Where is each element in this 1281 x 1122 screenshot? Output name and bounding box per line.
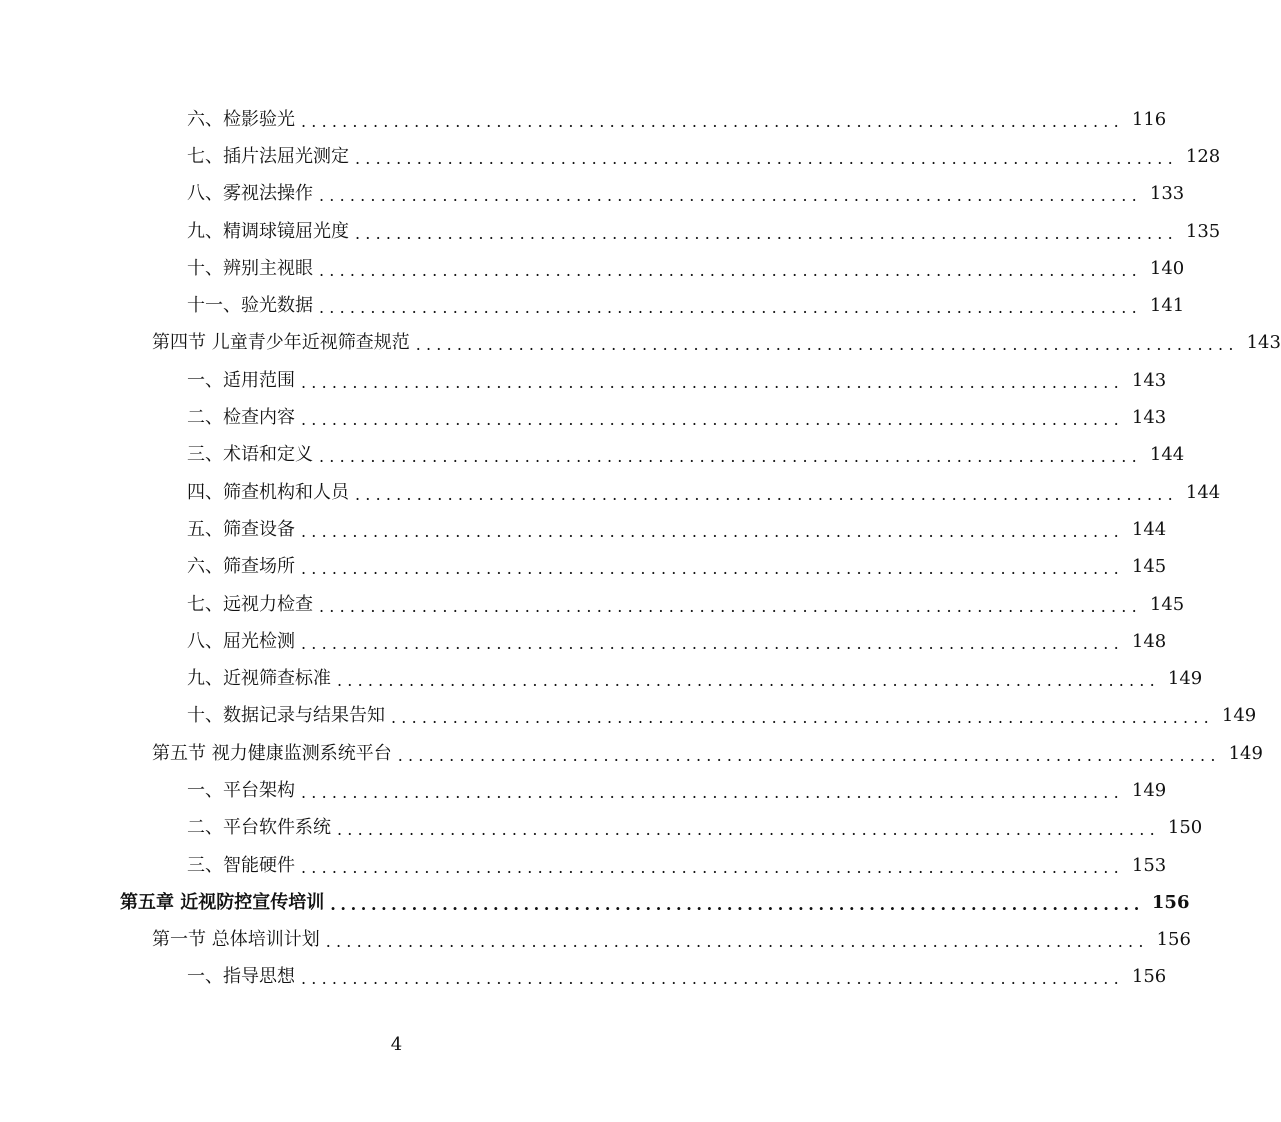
toc-dot-leader: ................................................................................ (301, 782, 1124, 802)
toc-entry-page: 156 (1131, 966, 1167, 988)
toc-entry-title: 第四节 儿童青少年近视筛查规范 (152, 332, 410, 354)
toc-entry-page: 149 (1167, 668, 1203, 690)
toc-entry-title: 十、辨别主视眼 (187, 257, 313, 279)
toc-entry-item[interactable] (0, 959, 1167, 996)
toc-entry-item[interactable] (0, 287, 1185, 324)
toc-entry-page: 144 (1131, 518, 1167, 540)
toc-entry-page: 149 (1131, 779, 1167, 801)
toc-entry-page: 153 (1131, 854, 1167, 876)
toc-entry-item[interactable] (0, 399, 1167, 436)
toc-entry-title: 九、近视筛查标准 (187, 668, 331, 690)
toc-entry-page: 144 (1185, 481, 1221, 503)
toc-dot-leader: ................................................................................ (319, 447, 1142, 467)
toc-entry-page: 143 (1131, 369, 1167, 391)
toc-entry-page: 135 (1185, 220, 1221, 242)
toc-entry-title: 九、精调球镜屈光度 (187, 220, 349, 242)
toc-dot-leader: ................................................................................ (319, 260, 1142, 280)
toc-entry-title: 十一、验光数据 (187, 295, 313, 317)
toc-entry-title: 五、筛查设备 (187, 518, 295, 540)
toc-entry-item[interactable] (0, 810, 1203, 847)
toc-entry-page: 156 (1156, 929, 1191, 951)
toc-entry-page: 128 (1185, 145, 1221, 167)
toc-entry-title: 第一节 总体培训计划 (152, 929, 320, 951)
toc-dot-leader: ................................................................................ (337, 671, 1160, 691)
toc-entry-title: 第五章 近视防控宣传培训 (120, 891, 325, 913)
toc-dot-leader: ................................................................................ (355, 484, 1178, 504)
toc-dot-leader: ................................................................................ (301, 410, 1124, 430)
toc-entry-page: 150 (1167, 817, 1203, 839)
toc-entry-item[interactable] (0, 138, 1221, 175)
toc-dot-leader: ................................................................................ (415, 335, 1239, 355)
toc-entry-page: 144 (1149, 444, 1185, 466)
toc-dot-leader: ................................................................................ (301, 559, 1124, 579)
toc-entry-item[interactable] (0, 698, 1257, 735)
toc-entry-page: 133 (1149, 183, 1185, 205)
toc-entry-page: 145 (1131, 556, 1167, 578)
toc-dot-leader: ................................................................................ (319, 186, 1142, 206)
toc-entry-item[interactable] (0, 623, 1167, 660)
toc-dot-leader: ................................................................................ (397, 745, 1221, 765)
toc-entry-item[interactable] (0, 101, 1167, 138)
toc-dot-leader: ................................................................................ (355, 148, 1178, 168)
toc-dot-leader: ................................................................................ (301, 111, 1124, 131)
toc-dot-leader: ................................................................................ (319, 596, 1142, 616)
toc-entry-item[interactable] (0, 250, 1185, 287)
toc-entry-item[interactable] (0, 511, 1167, 548)
toc-entry-title: 一、平台架构 (187, 779, 295, 801)
toc-entry-title: 四、筛查机构和人员 (187, 481, 349, 503)
toc-dot-leader: ................................................................................ (330, 894, 1144, 914)
toc-entry-item[interactable] (0, 176, 1185, 213)
toc-entry-page: 145 (1149, 593, 1185, 615)
toc-dot-leader: ................................................................................ (301, 969, 1124, 989)
toc-entry-title: 三、术语和定义 (187, 444, 313, 466)
toc-entry-page: 141 (1149, 295, 1185, 317)
toc-entry-title: 七、远视力检查 (187, 593, 313, 615)
toc-entry-title: 第五节 视力健康监测系统平台 (152, 742, 392, 764)
toc-entry-title: 三、智能硬件 (187, 854, 295, 876)
toc-entry-title: 二、检查内容 (187, 407, 295, 429)
toc-entry-page: 140 (1149, 257, 1185, 279)
toc-entry-item[interactable] (0, 660, 1203, 697)
toc-entry-section[interactable] (0, 735, 1263, 772)
toc-entry-item[interactable] (0, 549, 1167, 586)
toc-entry-title: 八、屈光检测 (187, 630, 295, 652)
toc-entry-title: 六、筛查场所 (187, 556, 295, 578)
toc-dot-leader: ................................................................................ (355, 223, 1178, 243)
toc-entry-page: 143 (1131, 407, 1167, 429)
toc-entry-section[interactable] (0, 325, 1281, 362)
toc-entry-item[interactable] (0, 772, 1167, 809)
toc-entry-item[interactable] (0, 437, 1185, 474)
toc-dot-leader: ................................................................................ (325, 932, 1149, 952)
toc-entry-section[interactable] (0, 922, 1191, 959)
toc-entry-page: 148 (1131, 630, 1167, 652)
toc-dot-leader: ................................................................................ (391, 708, 1214, 728)
toc-entry-item[interactable] (0, 474, 1221, 511)
toc-entry-page: 143 (1246, 332, 1281, 354)
toc-entry-title: 七、插片法屈光测定 (187, 145, 349, 167)
toc-entry-page: 116 (1131, 108, 1167, 130)
toc-dot-leader: ................................................................................ (301, 633, 1124, 653)
toc-entry-title: 一、适用范围 (187, 369, 295, 391)
toc-entry-title: 六、检影验光 (187, 108, 295, 130)
toc-entry-page: 149 (1221, 705, 1257, 727)
toc-entry-title: 八、雾视法操作 (187, 183, 313, 205)
toc-entry-page: 156 (1151, 891, 1190, 913)
toc-dot-leader: ................................................................................ (301, 372, 1124, 392)
toc-entry-item[interactable] (0, 213, 1221, 250)
toc-entry-title: 一、指导思想 (187, 966, 295, 988)
toc-entry-item[interactable] (0, 362, 1167, 399)
toc-dot-leader: ................................................................................ (319, 298, 1142, 318)
toc-dot-leader: ................................................................................ (301, 521, 1124, 541)
toc-entry-chapter[interactable] (0, 884, 1190, 921)
toc-dot-leader: ................................................................................ (301, 857, 1124, 877)
toc-entry-page: 149 (1228, 742, 1263, 764)
toc-entry-item[interactable] (0, 586, 1185, 623)
toc-dot-leader: ................................................................................ (337, 820, 1160, 840)
page-number: 4 (390, 1034, 403, 1055)
table-of-contents (0, 101, 1281, 996)
toc-entry-item[interactable] (0, 847, 1167, 884)
toc-entry-title: 十、数据记录与结果告知 (187, 705, 385, 727)
toc-entry-title: 二、平台软件系统 (187, 817, 331, 839)
